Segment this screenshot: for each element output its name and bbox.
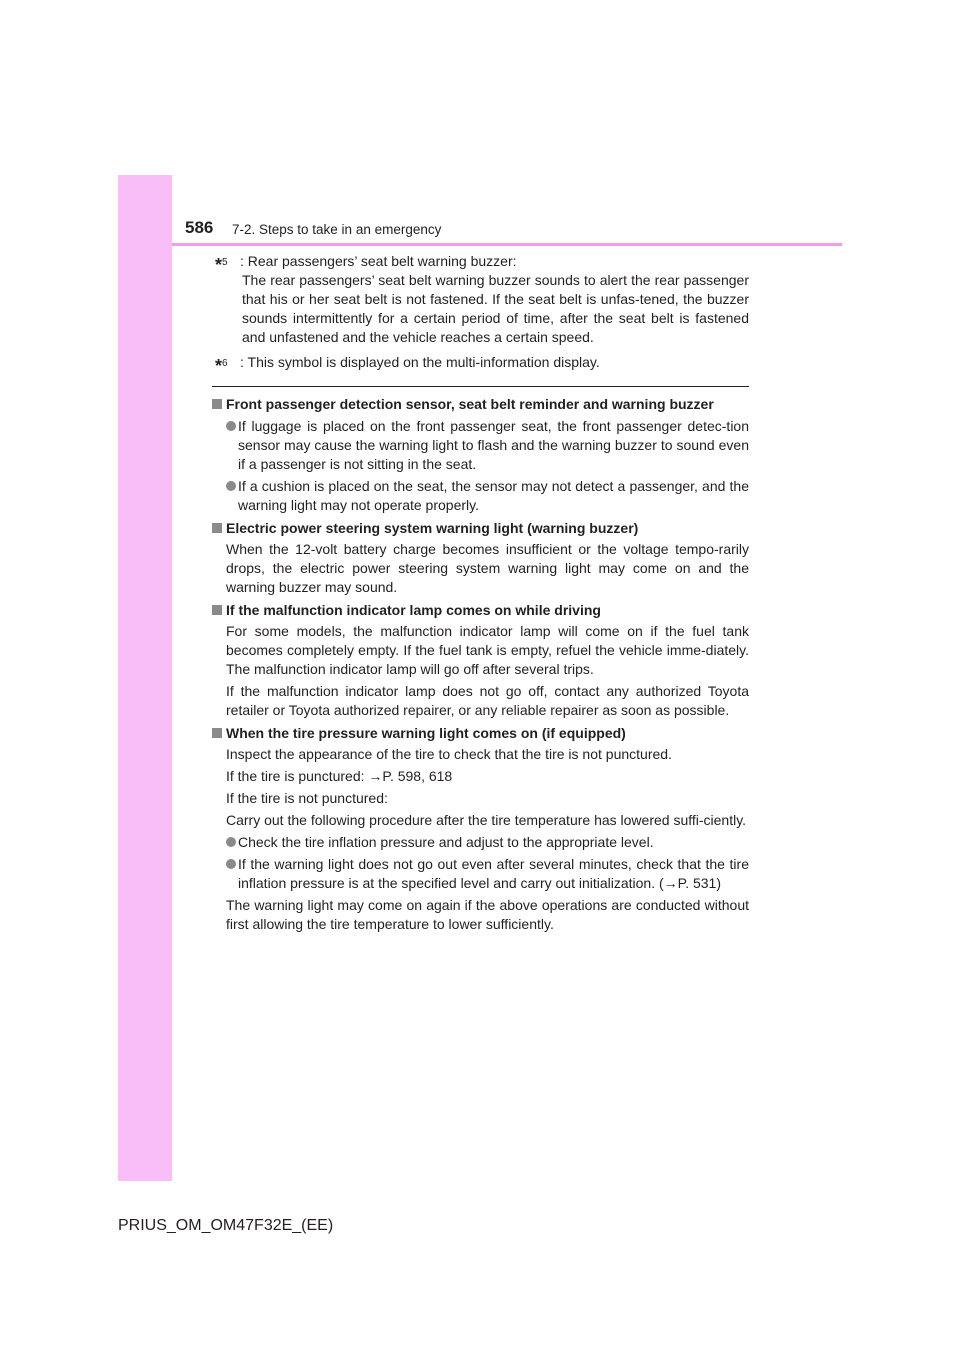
divider — [212, 386, 749, 387]
footnote-marker: *$^6$ — [215, 356, 228, 376]
heading-tire: When the tire pressure warning light comes on (if equipped) — [212, 724, 749, 743]
page-number: 586 — [185, 218, 214, 237]
paragraph: When the 12-volt battery charge becomes insufficient or the voltage tempo-rarily drops, the electric power steering system warning light may come on and the warning buzzer may sound. — [226, 541, 749, 595]
heading-mil: If the malfunction indicator lamp comes on while driving — [212, 601, 749, 620]
header-rule — [172, 243, 842, 246]
list-item: If luggage is placed on the front passenger seat, the front passenger detec-tion sensor may cause the warning light to flash and the warning buzzer to sound even if a passenger is not sitting in the seat. — [212, 417, 749, 474]
paragraph: Carry out the following procedure after the tire temperature has lowered suffi-ciently. — [226, 812, 747, 828]
page-content — [212, 252, 749, 937]
circle-bullet-icon — [226, 859, 236, 869]
square-bullet-icon — [212, 728, 222, 738]
list-item: Check the tire inflation pressure and adjust to the appropriate level. — [212, 833, 749, 852]
square-bullet-icon — [212, 523, 222, 533]
circle-bullet-icon — [226, 481, 236, 491]
paragraph: The warning light may come on again if the above operations are conducted without first allowing the tire temperature to lower sufficiently. — [226, 897, 749, 932]
circle-bullet-icon — [226, 421, 236, 431]
footnote-title: : This symbol is displayed on the multi-information display. — [240, 354, 600, 370]
square-bullet-icon — [212, 399, 222, 409]
heading-front-passenger: Front passenger detection sensor, seat belt reminder and warning buzzer — [212, 395, 749, 414]
paragraph: For some models, the malfunction indicator lamp will come on if the fuel tank becomes completely empty. If the fuel tank is empty, refuel the vehicle imme-diately. The malfunction indicator lamp will go off after several trips. — [226, 623, 749, 677]
footnote-title: : Rear passengers’ seat belt warning buzzer: — [240, 253, 517, 269]
list-item: If the warning light does not go out even after several minutes, check that the tire inflation pressure is at the specified level and carry out initialization. (→P. 531) — [212, 855, 749, 893]
footnote-text: The rear passengers’ seat belt warning buzzer sounds to alert the rear passenger that his or her seat belt is not fastened. If the seat belt is unfas-tened, the buzzer sounds intermittently for a certain period of time, after the seat belt is fastened and unfastened and the vehicle reaches a certain speed. — [242, 272, 749, 345]
section-title: 7-2. Steps to take in an emergency — [232, 222, 442, 237]
circle-bullet-icon — [226, 837, 236, 847]
paragraph: If the tire is not punctured: — [226, 790, 388, 806]
footnote-6 — [212, 353, 749, 376]
square-bullet-icon — [212, 605, 222, 615]
footnote-marker: *$^5$ — [215, 255, 228, 275]
paragraph: If the malfunction indicator lamp does not go off, contact any authorized Toyota retailer or Toyota authorized repairer, or any reliable repairer as soon as possible. — [226, 683, 749, 718]
list-item: If a cushion is placed on the seat, the sensor may not detect a passenger, and the warning light may not operate properly. — [212, 477, 749, 515]
footnote-5 — [212, 252, 749, 347]
heading-eps: Electric power steering system warning light (warning buzzer) — [212, 519, 749, 538]
document-id: PRIUS_OM_OM47F32E_(EE) — [118, 1217, 334, 1234]
paragraph: If the tire is punctured: →P. 598, 618 — [226, 768, 453, 784]
paragraph: Inspect the appearance of the tire to check that the tire is not punctured. — [226, 746, 672, 762]
section-tab-bar — [118, 175, 172, 1181]
